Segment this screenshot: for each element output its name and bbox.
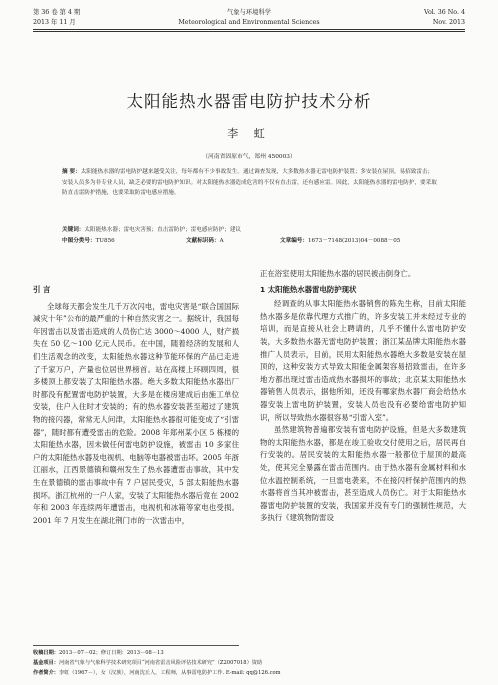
right-column: [260, 268, 466, 525]
keywords-text: 太阳能热水器；雷电灾害预；直击雷防护；雷电感应防护；建议: [84, 227, 242, 233]
journal-name-cn: 气象与环境科学: [226, 9, 272, 16]
header-rule: [33, 29, 465, 30]
author-bio-label: 作者简介：: [33, 670, 59, 676]
clc-value: TU856: [95, 238, 115, 244]
left-column: [33, 272, 239, 527]
footnote-author: [33, 669, 281, 676]
article-no-label: 文章编号：: [280, 238, 308, 244]
journal-date-en: Nov. 2013: [432, 19, 465, 26]
received-label: 收稿日期：: [33, 650, 59, 656]
abstract: [62, 167, 438, 199]
footnote-fund: [33, 659, 262, 666]
abstract-label: 摘 要：: [62, 169, 81, 175]
intro-paragraph: 全球每天都会发生几千万次闪电，雷电灾害是“联合国国际减灾十年”公布的最严重的十种自然灾害之一。据统计，我国每年因雷击以及雷击造成的人员伤亡达 3000～4000 人，财产损失在 50 亿～100 亿元人民币。在中国，随着经济的发展和人们生活观念的改变，太阳能热水器这种节能环保的产品已走进了千家万户，产量也位居世界榜首。站在高楼上环顾四周，很多楼顶上都安装了太阳能热水器。绝大多数太阳能热水器出厂时都没有配置雷电防护装置，大多是在楼房建成后由施工单位安装，住户入住时才安装的；有的热水器安装甚至超过了建筑物的接闪器，常常无人问津，太阳能热水器很可能变成了“引雷器”，随时都有遭受雷击的危险。2008 年郑州某小区 5 栋楼的太阳能热水器，因未做任何雷电防护设施，被雷击 10 多家住户的太阳能热水器及电视机、电脑等电器被雷击坏。2005 年浙江丽水，江西景德镇和赣州发生了热水器遭雷击事故，其中发生在景德镇的雷击事故中有 7 户居民受灾，5 部太阳能热水器损坏。浙江杭州的一户人家，安装了太阳能热水器后竟在 2002 年和 2003 年连续两年遭雷击，电视机和冰箱等家电也受损。2001 年 7 月发生在湖北荆门市的一次雷击中，: [33, 301, 239, 525]
keywords-label: 关键词：: [62, 227, 85, 233]
doc-value: A: [219, 238, 224, 244]
paper-title: 太阳能热水器雷电防护技术分析: [126, 92, 372, 111]
journal-volume: 第 36 卷 第 4 期: [33, 9, 81, 16]
abstract-text: 太阳能热水器的雷电防护越来越受关注，每年都有不少事故发生。通过调查发现，大多数热水器无雷电防护装置；多安装在屋顶，易招致雷击；安装人员多为非专业人员，缺乏必要的雷电防护知识。对太阳能热水器造成危害的不仅有直击雷，还有感应雷。因此，太阳能热水器的雷电防护，要采取防直击雷防护措施，也要采取防雷电感应措施。: [62, 169, 437, 197]
footnote-rule: [33, 645, 239, 646]
section-1-paragraph-1: 经调查的从事太阳能热水器销售的陈先生称，目前太阳能热水器多是依靠代理方式推广的，许多安装工并未经过专业的培训，而是直接从社会上聘请的，几乎不懂什么雷电防护安装，大多数热水器无雷电防护装置；浙江某品牌太阳能热水器推广人员表示，目前，民用太阳能热水器绝大多数是安装在屋顶的，这种安装方式导致太阳能金属架容易招致雷击，在许多地方都出现过雷击造成热水器损坏的事故；北京某太阳能热水器销售人员表示，据他所知，还没有哪家热水器厂商会给热水器安装上雷电防护装置，安装人员也没有必要给雷电防护知识，所以导致热水器很容易“引雷入室”。: [260, 299, 466, 422]
author-bio-value: 李虹（1967－），女（汉族），河南沈丘人，工程师，从事雷电防护工作. E-mail: qq@126.com: [58, 670, 281, 676]
journal-name-en: Meteorological and Environmental Sciences: [178, 19, 320, 26]
doc-label: 文献标识码：: [186, 238, 220, 244]
clc-label: 中图分类号：: [62, 238, 96, 244]
paper-author: 李 虹: [227, 127, 271, 140]
received-value: 2013－07－02；修订日期：2013－08－13: [58, 650, 164, 656]
right-paragraph-continued: 正在浴室使用太阳能热水器的居民被击倒身亡。: [260, 269, 416, 278]
intro-heading: 引 言: [33, 285, 51, 294]
section-1-heading: 1 太阳能热水器雷电防护现状: [260, 284, 357, 294]
header-rule-thin: [33, 31, 465, 32]
fund-label: 基金项目：: [33, 660, 59, 666]
section-1-paragraph-2: 虽然建筑物普遍都安装有雷电防护设施，但是大多数建筑物的太阳能热水器，都是在竣工验收交付使用之后，居民再自行安装的。居民安装的太阳能热水器一般都位于屋顶的最高处，使其完全暴露在雷击范围内。由于热水器有金属材料和水位水温控制系统，一旦雷电袭来，不在接闪杆保护范围内的热水器将首当其冲被雷击，甚至造成人员伤亡。对于太阳能热水器雷电防护装置的安装，我国家并没有专门的强制性规范，大多执行《建筑物防雷设: [260, 425, 466, 523]
author-affiliation: （河南省固原市气，郑州 450003）: [202, 154, 296, 160]
keywords: [62, 225, 438, 236]
footnote-received: [33, 649, 164, 656]
journal-date: 2013 年 11 月: [33, 19, 76, 26]
article-no-value: 1673－7148(2013)04－0088－05: [307, 238, 401, 244]
journal-volume-en: Vol. 36 No. 4: [424, 9, 465, 16]
fund-value: 河南省气象与气象科学技术研究项目“河南省雷击风险评估技术研究”（Z2007018）资助: [58, 660, 263, 666]
